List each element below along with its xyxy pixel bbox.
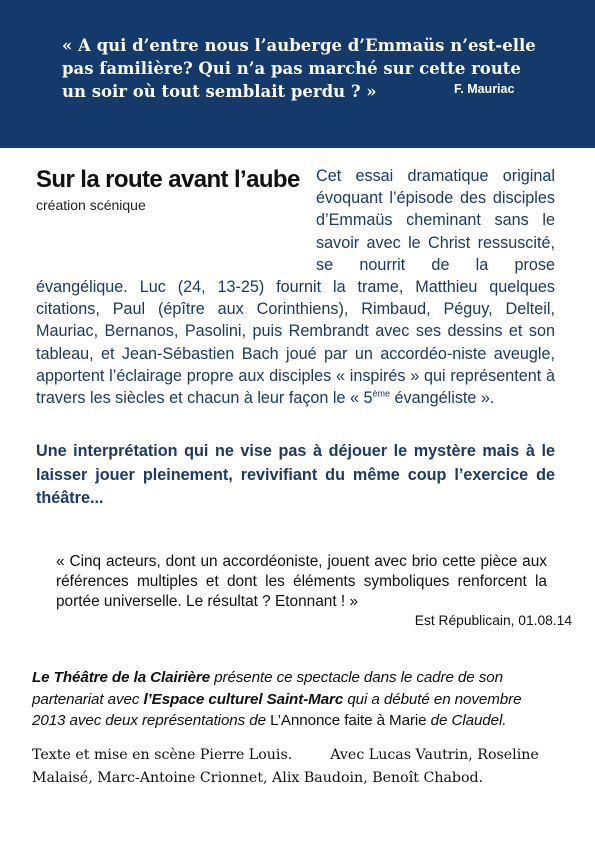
banner-quote: « A qui d’entre nous l’auberge d’Emmaüs n’est-elle pas familière? Qui n’a pas marché sur cette route un soir où tout semblait perdu ? » <box>62 36 536 101</box>
company-name: Le Théâtre de la Clairière <box>32 669 211 686</box>
partner-text-1: présente ce spectacle dans le cadre de son partenariat avec <box>32 669 503 708</box>
cast-credit: Avec Lucas Vautrin, Roseline Malaisé, Marc-Antoine Crionnet, Alix Baudoin, Benoît Chabod. <box>32 747 539 786</box>
body-text-superscript: ème <box>372 388 391 399</box>
partner-text-2: qui a débuté en novembre 2013 avec deux représentations de <box>32 690 522 729</box>
partnership-paragraph <box>32 667 552 732</box>
title-block <box>36 165 316 255</box>
venue-name: l’Espace culturel Saint-Marc <box>143 690 344 708</box>
banner-quote-author: F. Mauriac <box>454 82 515 96</box>
play-title: L’Annonce faite à Marie <box>270 712 427 729</box>
show-subtitle: création scénique <box>36 197 146 213</box>
press-review-source: Est Républicain, 01.08.14 <box>414 613 572 628</box>
direction-credit: Texte et mise en scène Pierre Louis. <box>32 747 293 763</box>
body-text-end: évangéliste ». <box>390 389 495 408</box>
show-title: Sur la route avant l’aube <box>36 166 300 193</box>
quote-banner <box>0 0 595 148</box>
highlight-paragraph: Une interprétation qui ne vise pas à déjouer le mystère mais à le laisser jouer pleinement, revivifiant du même coup l’exercice de théâtre... <box>36 442 555 507</box>
body-text-main: Cet essai dramatique original évoquant l’épisode des disciples d’Emmaüs cheminant sans le savoir avec le Christ ressuscité, se nourrit de la prose évangélique. Luc (24, 13-25) fournit la trame, Matthieu quelques citations, Paul (épître aux Corinthiens), Rimbaud, Péguy, Delteil, Mauriac, Bernanos, Pasolini, puis Rembrandt avec ses dessins et son tableau, et Jean-Sébastien Bach joué par un accordéo-niste aveugle, apportent l’éclairage propre aux disciples « inspirés » qui représentent à travers les siècles et chacun à leur façon le « 5 <box>36 167 555 408</box>
main-article <box>36 165 555 409</box>
partner-text-3: de Claudel. <box>426 712 507 729</box>
press-review-quote: « Cinq acteurs, dont un accordéoniste, jouent avec brio cette pièce aux références multiples et dont les éléments symboliques renforcent la portée universelle. Le résultat ? Etonnant ! » <box>56 553 547 610</box>
credits-paragraph <box>32 744 557 790</box>
